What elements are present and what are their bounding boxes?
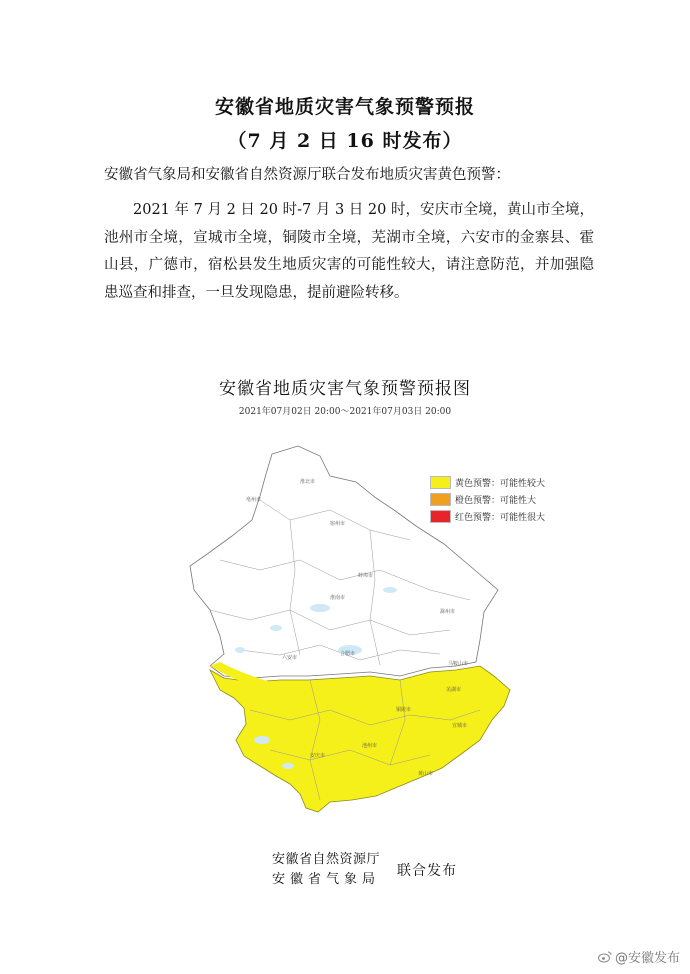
legend-orange-swatch xyxy=(430,493,451,506)
legend-red xyxy=(430,508,545,525)
label-huaibei: 淮北市 xyxy=(300,479,316,485)
label-bengbu: 蚌埠市 xyxy=(358,573,374,579)
map-subtitle: 2021年07月02日 20:00～2021年07月03日 20:00 xyxy=(238,407,452,417)
map-legend xyxy=(430,474,545,525)
legend-red-swatch xyxy=(430,510,451,523)
label-anqing: 安庆市 xyxy=(310,753,326,759)
watermark-text: @安徽发布 xyxy=(615,951,681,966)
label-huangshan: 黄山市 xyxy=(418,771,434,777)
weibo-icon xyxy=(598,951,612,963)
map-title: 安徽省地质灾害气象预警预报图 xyxy=(219,379,471,399)
doc-subtitle: （7 月 2 日 16 时发布） xyxy=(227,130,463,152)
watermark xyxy=(598,947,680,966)
label-tongling: 铜陵市 xyxy=(396,707,412,713)
legend-red-label: 红色预警：可能性很大 xyxy=(455,513,546,523)
legend-orange-label: 橙色预警：可能性大 xyxy=(455,496,537,506)
label-bozhou: 亳州市 xyxy=(246,497,262,503)
body-paragraph: 2021 年 7 月 2 日 20 时-7 月 3 日 20 时，安庆市全境，黄山市全境，池州市全境，宣城市全境，铜陵市全境，芜湖市全境，六安市的金寨县、霍山县，广德市，宿松县发生地质灾害的可能性较大，请注意防范，并加强隐患巡查和排查，一旦发现隐患，提前避险转移。 xyxy=(104,202,594,301)
doc-title: 安徽省地质灾害气象预警预报 xyxy=(214,96,475,118)
intro-paragraph: 安徽省气象局和安徽省自然资源厅联合发布地质灾害黄色预警： xyxy=(104,167,510,183)
label-maanshan: 马鞍山市 xyxy=(448,661,469,667)
issuer-meteorology: 安徽省气象局 xyxy=(272,872,381,887)
label-wuhu: 芜湖市 xyxy=(446,687,462,693)
issuers xyxy=(272,850,380,890)
label-chuzhou: 滁州市 xyxy=(440,609,456,615)
legend-yellow xyxy=(430,474,545,491)
issuer-natural-resources: 安徽省自然资源厅 xyxy=(272,852,381,867)
label-huainan: 淮南市 xyxy=(330,595,346,601)
legend-orange xyxy=(430,491,545,508)
joint-release: 联合发布 xyxy=(397,863,457,879)
label-hefei: 合肥市 xyxy=(340,651,356,657)
label-xuancheng: 宣城市 xyxy=(452,723,468,729)
legend-yellow-label: 黄色预警：可能性较大 xyxy=(455,479,546,489)
label-chizhou: 池州市 xyxy=(362,743,378,749)
label-suzhou: 宿州市 xyxy=(330,521,346,527)
legend-yellow-swatch xyxy=(430,476,451,489)
label-liuan: 六安市 xyxy=(282,655,298,661)
